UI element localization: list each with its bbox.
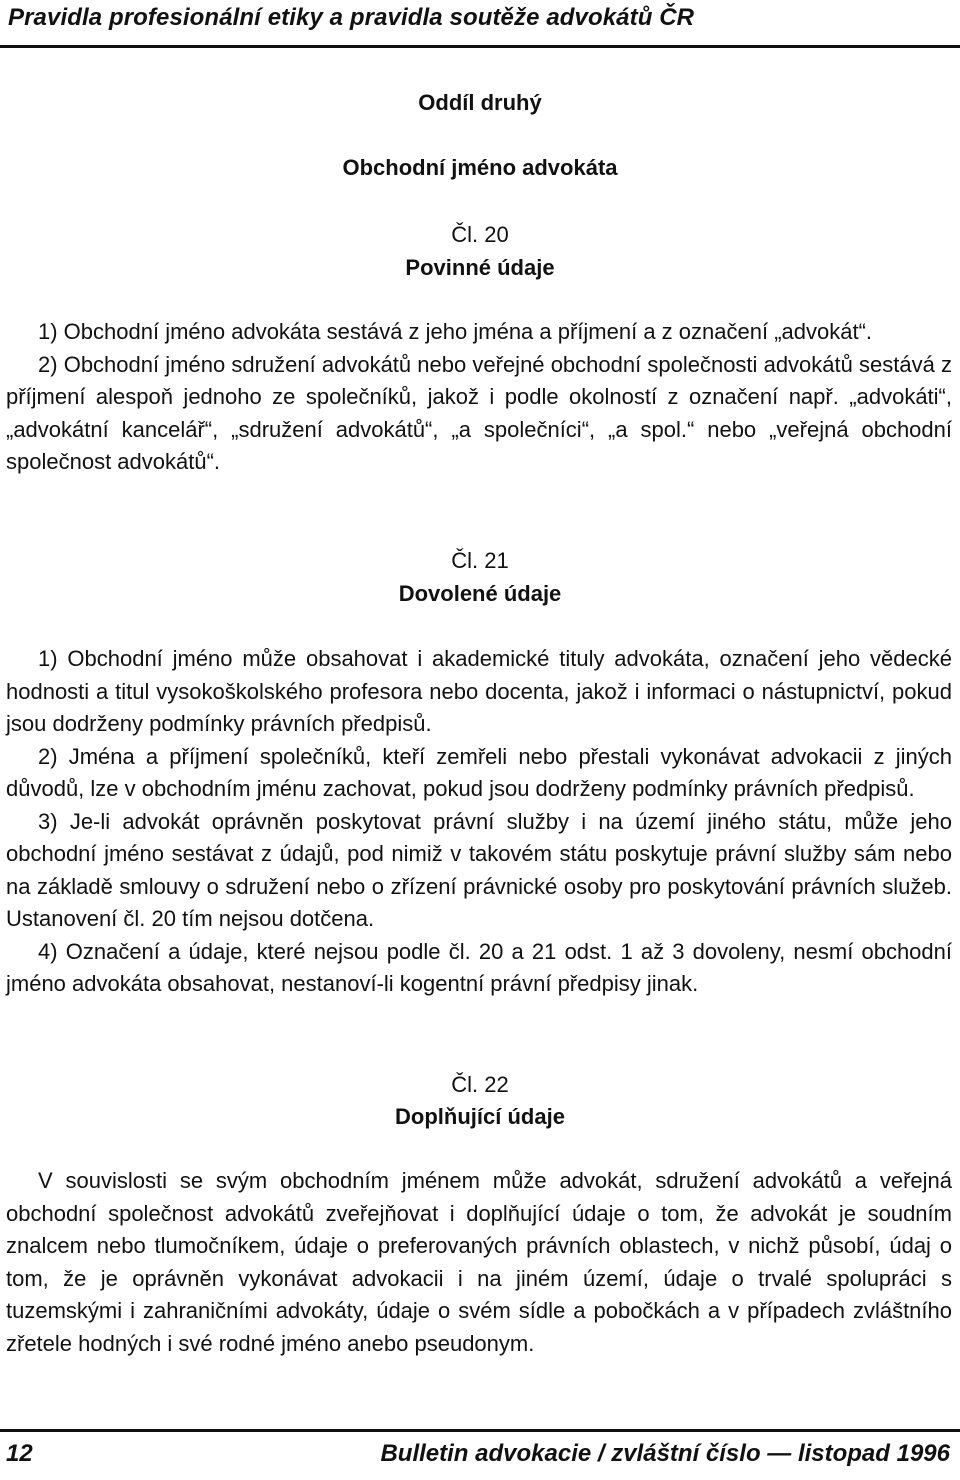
article-21-paragraph-3: 3) Je-li advokát oprávněn poskytovat právní služby i na území jiného státu, může jeho obchodní jméno sestávat z údajů, pod nimiž v takovém státu poskytuje právní služby sám nebo na základě smlouvy o sdružení nebo o zřízení právnické osoby pro poskytování právních služeb. Ustanovení čl. 20 tím nejsou dotčena. (6, 808, 952, 931)
article-20-body (6, 316, 952, 479)
article-21-paragraph-1: 1) Obchodní jméno může obsahovat i akademické tituly advokáta, označení jeho vědecké hodnosti a titul vysokoškolského profesora nebo docenta, jakož i informaci o nástupnictví, pokud jsou dodrženy podmínky právních předpisů. (6, 646, 952, 736)
article-22-title: Doplňující údaje (395, 1104, 565, 1129)
footer-page-number: 12 (6, 1440, 33, 1467)
article-20-title: Povinné údaje (405, 255, 555, 280)
article-22-paragraph-1: V souvislosti se svým obchodním jménem může advokát, sdružení advokátů a veřejná obchodní společnost advokátů zveřejňovat i doplňující údaje o tom, že advokát je soudním znalcem nebo tlumočníkem, údaje o preferovaných právních oblastech, v nichž působí, údaj o tom, že je oprávněn vykonávat advokacii i na jiném území, údaje o trvalé spolupráci s tuzemskými i zahraničními advokáty, údaje o svém sídle a pobočkách a v případech zvláštního zřetele hodných i své rodné jméno anebo pseudonym. (6, 1168, 952, 1356)
article-21-title: Dovolené údaje (398, 581, 562, 606)
article-20-paragraph-2: 2) Obchodní jméno sdružení advokátů nebo veřejné obchodní společnosti advokátů sestává z příjmení alespoň jednoho ze společníků, jakož i podle okolností z označení např. „advokáti“, „advokátní kancelář“, „sdružení advokátů“, „a společníci“, „a spol.“ nebo „veřejná obchodní společnost advokátů“. (6, 351, 952, 474)
article-21-paragraph-4: 4) Označení a údaje, které nejsou podle čl. 20 a 21 odst. 1 až 3 dovoleny, nesmí obchodní jméno advokáta obsahovat, nestanoví-li kogentní právní předpisy jinak. (6, 938, 952, 996)
header-rule (0, 45, 960, 48)
article-20-paragraph-1: 1) Obchodní jméno advokáta sestává z jeho jména a příjmení a z označení „advokát“. (38, 319, 873, 344)
article-22-number: Čl. 22 (451, 1072, 509, 1097)
section-subheading: Obchodní jméno advokáta (342, 155, 618, 180)
article-21-paragraph-2: 2) Jména a příjmení společníků, kteří zemřeli nebo přestali vykonávat advokacii z jiných důvodů, lze v obchodním jménu zachovat, pokud jsou dodrženy podmínky právních předpisů. (6, 743, 952, 801)
article-21-number: Čl. 21 (451, 548, 509, 573)
footer-publication: Bulletin advokacie / zvláštní číslo — listopad 1996 (380, 1440, 950, 1467)
article-22-body (6, 1165, 952, 1360)
running-header: Pravidla profesionální etiky a pravidla soutěže advokátů ČR (8, 4, 695, 31)
article-20-number: Čl. 20 (451, 222, 509, 247)
article-21-body (6, 643, 952, 1001)
section-heading: Oddíl druhý (418, 90, 542, 115)
footer-rule (0, 1429, 960, 1432)
